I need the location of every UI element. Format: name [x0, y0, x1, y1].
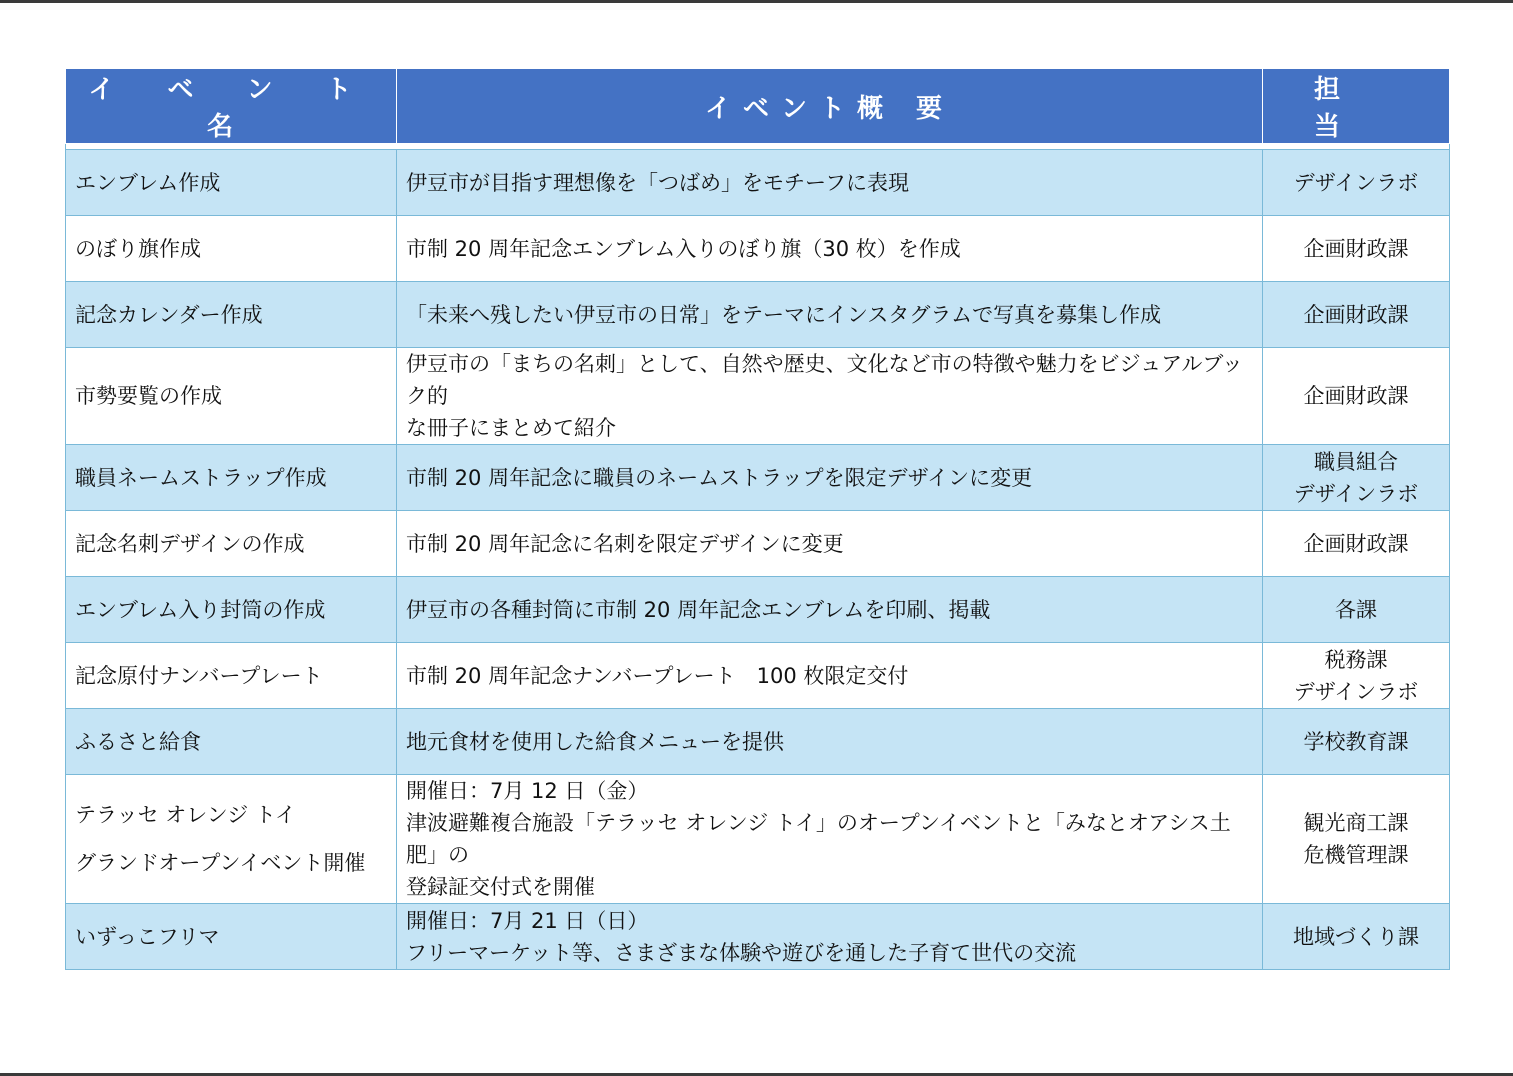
owner-line: 税務課 [1324, 647, 1388, 672]
header-event-summary: イベント概 要 [397, 69, 1263, 144]
table-row [66, 282, 1450, 348]
owner-cell [1263, 282, 1450, 348]
event-summary-line: 津波避難複合施設「テラッセ オレンジ トイ」のオープンイベントと「みなとオアシス土肥」の [406, 811, 1231, 867]
event-summary-cell [397, 775, 1263, 904]
event-summary-line: フリーマーケット等、さまざまな体験や遊びを通した子育て世代の交流 [406, 940, 1077, 965]
owner-line: デザインラボ [1293, 481, 1419, 506]
event-summary-cell [397, 709, 1263, 775]
event-summary-line: 開催日：7月 12 日（金） [406, 779, 649, 803]
event-name-cell [66, 348, 397, 445]
owner-cell [1263, 348, 1450, 445]
event-name-cell [66, 775, 397, 904]
owner-line: 地域づくり課 [1293, 924, 1419, 949]
event-name-line: ふるさと給食 [75, 729, 201, 754]
event-summary-line: 伊豆市の「まちの名刺」として、自然や歴史、文化など市の特徴や魅力をビジュアルブック的 [406, 352, 1243, 408]
event-summary-line: 市制 20 周年記念ナンバープレート 100 枚限定交付 [406, 663, 909, 688]
event-summary-line: な冊子にまとめて紹介 [406, 416, 616, 440]
owner-cell [1263, 150, 1450, 216]
event-summary-cell [397, 348, 1263, 445]
event-summary-cell [397, 643, 1263, 709]
event-name-line: テラッセ オレンジ トイ [75, 803, 296, 827]
header-owner: 担 当 [1263, 69, 1450, 144]
event-name-line: いずっこフリマ [75, 924, 220, 949]
event-name-line: 市勢要覧の作成 [75, 384, 222, 408]
owner-cell [1263, 577, 1450, 643]
event-name-cell [66, 643, 397, 709]
owner-cell [1263, 709, 1450, 775]
event-name-cell [66, 445, 397, 511]
event-summary-line: 登録証交付式を開催 [406, 875, 595, 899]
owner-cell [1263, 904, 1450, 970]
owner-line: 各課 [1335, 597, 1377, 622]
event-name-cell [66, 282, 397, 348]
event-name-line: のぼり旗作成 [75, 236, 201, 261]
table-row [66, 904, 1450, 970]
event-summary-line: 地元食材を使用した給食メニューを提供 [406, 729, 784, 754]
event-summary-line: 市制 20 周年記念エンブレム入りのぼり旗（30 枚）を作成 [406, 236, 961, 261]
table-row [66, 775, 1450, 904]
event-summary-cell [397, 577, 1263, 643]
event-name-line: 記念名刺デザインの作成 [75, 531, 305, 556]
owner-cell [1263, 643, 1450, 709]
event-name-line: 記念原付ナンバープレート [75, 663, 323, 688]
owner-line: 企画財政課 [1303, 236, 1409, 261]
event-name-line: グランドオープンイベント開催 [75, 851, 366, 875]
table-header-row [66, 69, 1450, 144]
owner-line: 観光商工課 [1303, 811, 1409, 835]
owner-line: 危機管理課 [1303, 843, 1409, 867]
owner-line: 職員組合 [1314, 449, 1398, 474]
event-name-cell [66, 150, 397, 216]
owner-line: 学校教育課 [1303, 729, 1409, 754]
event-summary-cell [397, 282, 1263, 348]
event-name-line: エンブレム入り封筒の作成 [75, 597, 326, 622]
owner-line: 企画財政課 [1303, 384, 1409, 408]
table-row [66, 216, 1450, 282]
event-summary-cell [397, 904, 1263, 970]
event-summary-line: 「未来へ残したい伊豆市の日常」をテーマにインスタグラムで写真を募集し作成 [406, 302, 1162, 327]
table-row [66, 150, 1450, 216]
event-summary-cell [397, 511, 1263, 577]
event-name-line: 職員ネームストラップ作成 [75, 465, 327, 490]
event-summary-line: 開催日：7月 21 日（日） [406, 908, 649, 933]
owner-line: 企画財政課 [1303, 302, 1409, 327]
owner-cell [1263, 216, 1450, 282]
event-summary-line: 市制 20 周年記念に名刺を限定デザインに変更 [406, 531, 844, 556]
event-summary-cell [397, 445, 1263, 511]
event-name-cell [66, 511, 397, 577]
event-summary-line: 市制 20 周年記念に職員のネームストラップを限定デザインに変更 [406, 465, 1033, 490]
table-row [66, 511, 1450, 577]
owner-line: デザインラボ [1293, 679, 1419, 704]
event-summary-cell [397, 216, 1263, 282]
owner-line: 企画財政課 [1303, 531, 1409, 556]
event-name-line: 記念カレンダー作成 [75, 302, 263, 327]
owner-cell [1263, 775, 1450, 904]
table-row [66, 643, 1450, 709]
table-row [66, 709, 1450, 775]
event-name-cell [66, 216, 397, 282]
table-row [66, 577, 1450, 643]
event-name-cell [66, 709, 397, 775]
owner-line: デザインラボ [1293, 170, 1419, 195]
top-edge-rule [0, 0, 1513, 3]
owner-cell [1263, 511, 1450, 577]
event-summary-cell [397, 150, 1263, 216]
table-row [66, 348, 1450, 445]
event-name-line: エンブレム作成 [75, 170, 221, 195]
event-summary-line: 伊豆市が目指す理想像を「つばめ」をモチーフに表現 [406, 170, 909, 195]
event-name-cell [66, 577, 397, 643]
table-row [66, 445, 1450, 511]
event-summary-line: 伊豆市の各種封筒に市制 20 周年記念エンブレムを印刷、掲載 [406, 597, 991, 622]
owner-cell [1263, 445, 1450, 511]
header-event-name: イ ベ ン ト 名 [66, 69, 397, 144]
event-name-cell [66, 904, 397, 970]
event-table [65, 68, 1450, 970]
table-body [66, 144, 1450, 970]
